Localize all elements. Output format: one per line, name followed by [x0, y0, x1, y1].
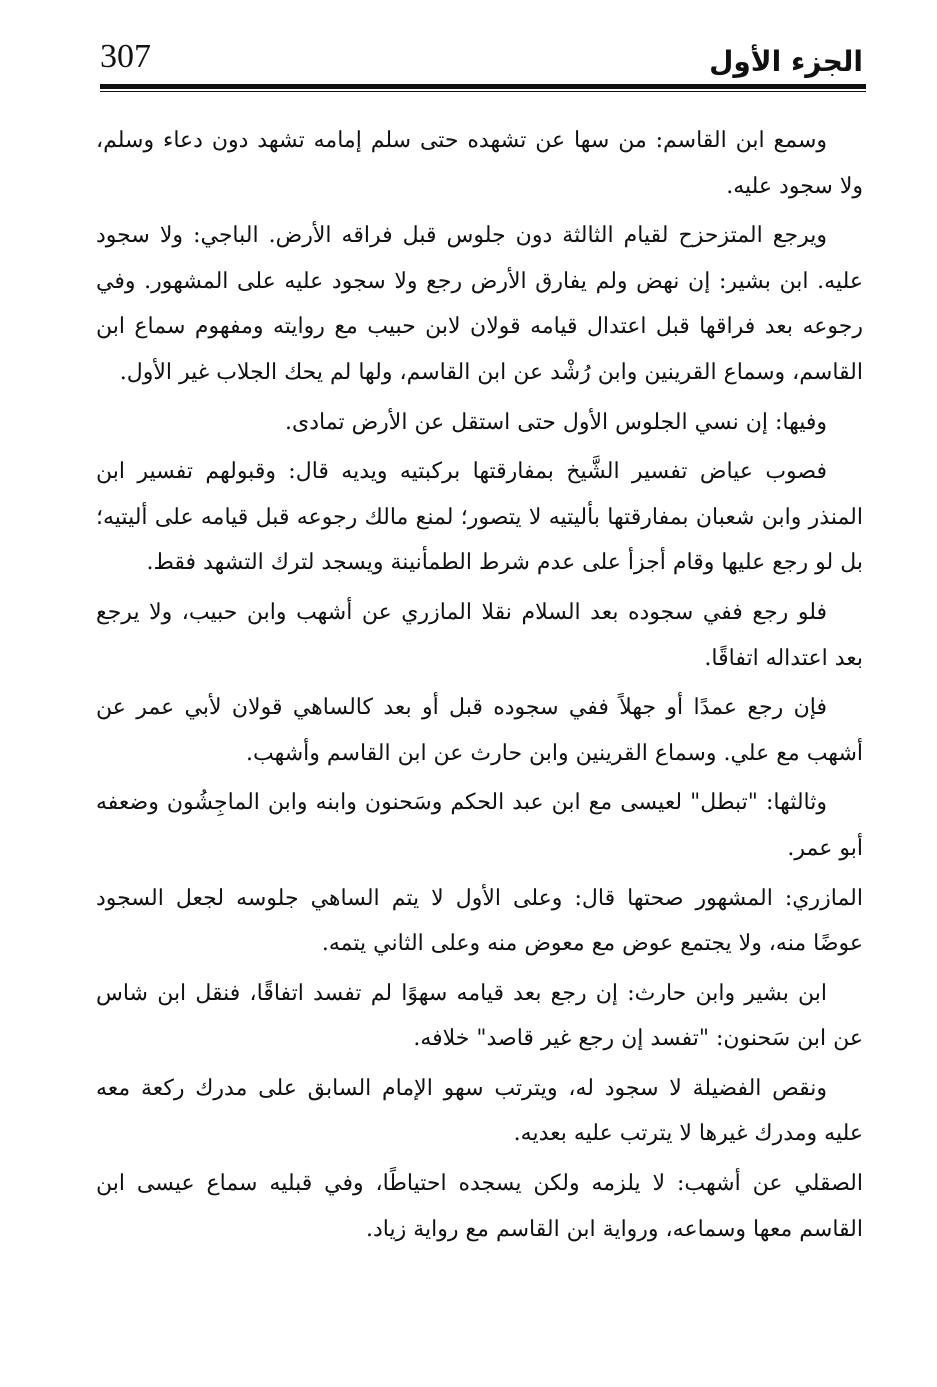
paragraph: ويرجع المتزحزح لقيام الثالثة دون جلوس قبل فراقه الأرض. الباجي: ولا سجود عليه. ابن بشير: إن نهض ولم يفارق الأرض رجع ولا سجود عليه على المشهور. وفي رجوعه بعد فراقها قبل اعتدال قيامه قولان لابن حبيب مع روايته ومفهوم سماع ابن القاسم، وسماع القرينين وابن رُشْد عن ابن القاسم، ولها لم يحك الجلاب غير الأول.	[96, 223, 863, 385]
paragraph: وفيها: إن نسي الجلوس الأول حتى استقل عن الأرض تمادى.	[285, 409, 827, 435]
paragraph: ابن بشير وابن حارث: إن رجع بعد قيامه سهوًا لم تفسد اتفاقًا، فنقل ابن شاس عن ابن سَحنون: "تفسد إن رجع غير قاصد" خلافه.	[96, 980, 863, 1052]
paragraph: المازري: المشهور صحتها قال: وعلى الأول لا يتم الساهي جلوسه لجعل السجود عوضًا منه، ولا يجتمع عوض مع معوض منه وعلى الثاني يتمه.	[96, 885, 863, 957]
running-title: الجزء الأول	[709, 45, 863, 78]
paragraph: الصقلي عن أشهب: لا يلزمه ولكن يسجده احتياطًا، وفي قبليه سماع عيسى ابن القاسم معها وسماعه، ورواية ابن القاسم مع رواية زياد.	[96, 1171, 863, 1242]
header-rule-thin	[100, 91, 866, 92]
paragraph: فصوب عياض تفسير الشَّيخ بمفارقتها بركبتيه ويديه قال: وقبولهم تفسير ابن المنذر وابن شعبان بمفارقتها بأليتيه لا يتصور؛ لمنع مالك رجوعه قبل قيامه على أليتيه؛ بل لو رجع عليها وقام أجزأ على عدم شرط الطمأنينة ويسجد لترك التشهد فقط.	[96, 459, 863, 576]
page-number: 307	[100, 38, 151, 75]
header-rule-thick	[100, 84, 866, 89]
paragraph: فإن رجع عمدًا أو جهلاً ففي سجوده قبل أو بعد كالساهي قولان لأبي عمر عن أشهب مع علي. وسماع القرينين وابن حارث عن ابن القاسم وأشهب.	[96, 695, 863, 766]
paragraph: وثالثها: "تبطل" لعيسى مع ابن عبد الحكم وسَحنون وابنه وابن الماجِشُون وضعفه أبو عمر.	[96, 790, 863, 861]
body-text	[96, 118, 863, 1252]
paragraph: فلو رجع ففي سجوده بعد السلام نقلا المازري عن أشهب وابن حبيب، ولا يرجع بعد اعتداله اتفاقًا.	[96, 599, 863, 671]
paragraph: ونقص الفضيلة لا سجود له، ويترتب سهو الإمام السابق على مدرك ركعة معه عليه ومدرك غيرها لا يترتب عليه بعديه.	[96, 1075, 863, 1147]
paragraph: وسمع ابن القاسم: من سها عن تشهده حتى سلم إمامه تشهد دون دعاء وسلم، ولا سجود عليه.	[96, 128, 863, 199]
